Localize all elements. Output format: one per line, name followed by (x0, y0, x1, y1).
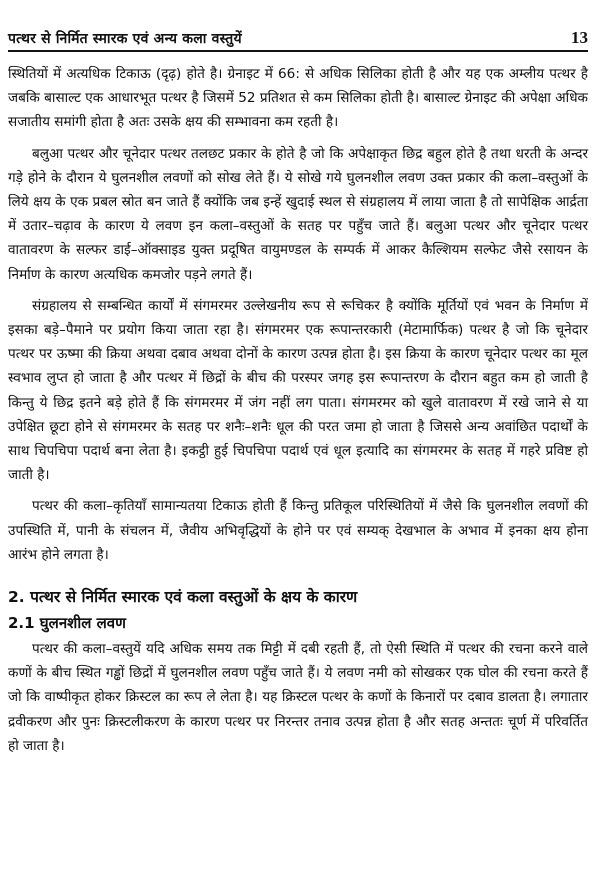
paragraph-marble: संग्रहालय से सम्बन्धित कार्यों में संगमरमर उल्लेखनीय रूप से रूचिकर है क्योंकि मूर्तियों एवं भवन के निर्माण में इसका बड़े–पैमाने पर प्रयोग किया जाता रहा है। संगमरमर एक रूपान्तरकारी (मेटामार्फिक) पत्थर है जो कि चूनेदार पत्थर पर ऊष्मा की क्रिया अथवा दबाव अथवा दोनों के कारण उत्पन्न होता है। इस क्रिया के कारण चूनेदार पत्थर का मूल स्वभाव लुप्त हो जाता है और पत्थर में छिद्रों के बीच की परस्पर जगह इस रूपान्तरण के दौरान बहुत कम हो जाती है किन्तु ये छिद्र इतने बड़े होते हैं कि संगमरमर में जंग नहीं लग पाता। संगमरमर को खुले वातावरण में रखे जाने से या उपेक्षित छूटा होने से संगमरमर के सतह पर शनैः–शनैः धूल की परत जमा हो जाता है जिससे अन्य अवांछित पदार्थों के साथ चिपचिपा पदार्थ बना लेता है। इकट्ठी हुई चिपचिपा पदार्थ एवं धूल इत्यादि का संगमरमर के सतह में गहरे प्रविष्ट हो जाती है। (8, 297, 588, 484)
paragraph-soluble-salts: पत्थर की कला–वस्तुयें यदि अधिक समय तक मिट्टी में दबी रहती हैं, तो ऐसी स्थिति में पत्थर की रचना करने वाले कणों के बीच स्थित गड्ढों छिद्रों में घुलनशील लवण पहुँच जाते हैं। ये लवण नमी को सोखकर एक घोल की रचना करते हैं जो कि वाष्पीकृत होकर क्रिस्टल का रूप ले लेता है। यह क्रिस्टल पत्थर के कणों के किनारों पर दबाव डालता है। लगातार द्रवीकरण और पुनः क्रिस्टलीकरण के कारण पत्थर पर निरन्तर तनाव उत्पन्न होता है और सतह अन्ततः चूर्ण में परिवर्तित हो जाता है। (8, 641, 588, 754)
header-divider (8, 50, 588, 52)
paragraph-sandstone-limestone: बलुआ पत्थर और चूनेदार पत्थर तलछट प्रकार के होते है जो कि अपेक्षाकृत छिद्र बहुल होते है तथा धरती के अन्दर गड़े होने के दौरान ये घुलनशील लवणों को सोख लेते हैं। ये सोखे गये घुलनशील लवण उक्त प्रकार की कला–वस्तुओं के लिये क्षय के एक प्रबल स्रोत बन जाते हैं क्योंकि जब इन्हें खुदाई स्थल से संग्रहालय में लाया जाता है तो सापेक्षिक आर्द्रता में उतार–चढ़ाव के कारण ये लवण इन कला–वस्तुओं के सतह पर पहुँच जाते हैं। बलुआ पत्थर और चूनेदार पत्थर वातावरण के सल्फर डाई–ऑक्साइड युक्त प्रदूषित वायुमण्डल के सम्पर्क में आकर कैल्शियम सल्फेट जैसे रसायन के निर्माण के कारण अत्यधिक कमजोर पड़ने लगते हैं। (8, 145, 588, 283)
section-heading: 2. पत्थर से निर्मित स्मारक एवं कला वस्तुओं के क्षय के कारण (8, 588, 358, 607)
paragraph-granite-basalt: स्थितियों में अत्यधिक टिकाऊ (दृढ़) होते है। ग्रेनाइट में 66: से अधिक सिलिका होती है और यह एक अम्लीय पत्थर है जबकि बासाल्ट एक आधारभूत पत्थर है जिसमें 52 प्रतिशत से कम सिलिका होती है। बासाल्ट ग्रेनाइट की अपेक्षा अधिक सजातीय समांगी होता है अतः उसके क्षय की सम्भावना कम रहती है। (8, 66, 588, 131)
subsection-heading: 2.1 घुलनशील लवण (8, 614, 126, 633)
page-number: 13 (571, 28, 588, 47)
body-text (8, 62, 588, 765)
running-header-title: पत्थर से निर्मित स्मारक एवं अन्य कला वस्तुयें (8, 31, 242, 47)
paragraph-stone-artwork-decay: पत्थर की कला–कृतियाँ सामान्यतया टिकाऊ होती हैं किन्तु प्रतिकूल परिस्थितियों में जैसे कि घुलनशील लवणों की उपस्थिति में, पानी के संचलन में, जैवीय अभिवृद्धियों के होने पर एवं सम्यक् देखभाल के अभाव में इनका क्षय होना आरंभ होने लगता है। (8, 498, 588, 563)
running-header (8, 18, 588, 48)
